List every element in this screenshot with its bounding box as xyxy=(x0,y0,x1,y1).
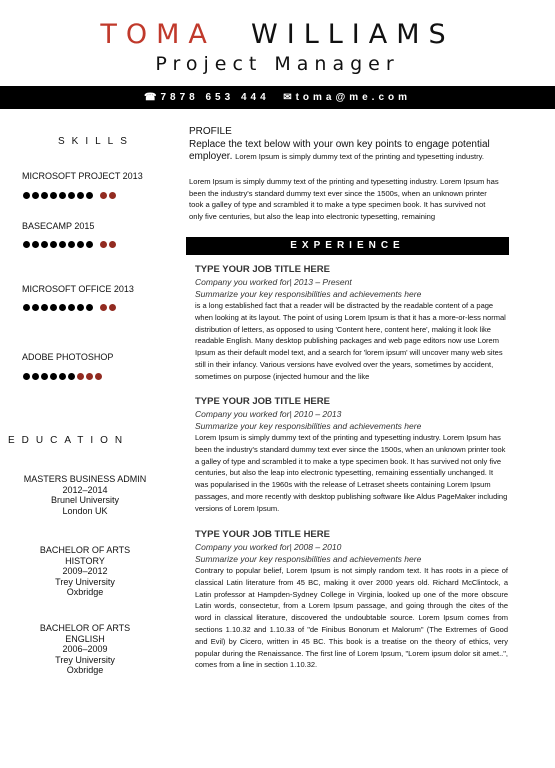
rating-dot xyxy=(68,373,75,380)
rating-dot xyxy=(23,373,30,380)
rating-dot-empty xyxy=(109,241,116,248)
rating-dot-empty xyxy=(86,373,93,380)
location: London UK xyxy=(62,505,108,516)
degree: BACHELOR OF ARTS xyxy=(39,623,131,633)
rating-dot xyxy=(23,241,30,248)
school: Trey University xyxy=(55,654,115,665)
rating-dot xyxy=(41,304,48,311)
rating-dot xyxy=(86,304,93,311)
job-entry xyxy=(195,396,508,516)
job-company: Company you worked for| 2010 – 2013 xyxy=(195,409,342,419)
rating-dot-empty xyxy=(109,304,116,311)
rating-dot xyxy=(68,304,75,311)
phone-icon: ☎ xyxy=(143,92,161,103)
rating-dot xyxy=(68,192,75,199)
profile-heading: PROFILE xyxy=(189,126,232,137)
skill-rating xyxy=(23,192,116,200)
school: Brunel University xyxy=(50,495,120,505)
rating-dot xyxy=(50,241,57,248)
rating-dot-empty xyxy=(109,192,116,199)
skill-rating xyxy=(23,373,102,381)
job-title: TYPE YOUR JOB TITLE HERE xyxy=(195,529,330,540)
rating-dot xyxy=(50,373,57,380)
rating-dot xyxy=(23,304,30,311)
job-description: Contrary to popular belief, Lorem Ipsum is not simply random text. It has roots in a piece of classical Latin literature from 45 BC, making it over 2000 years old. Richard McClintock, a Latin professor at Hampden-Sydney College in Virginia, looked up one of the more obscure Latin words, consectetur, from a Lorem Ipsum passage, and going through the cites of the word in classical literature, discovered the undoubtable source. Lorem Ipsum comes from sections 1.10.32 and 1.10.33 of "de Finibus Bonorum et Malorum" (The Extremes of Good and Evil) by Cicero, written in 45 BC. This book is a treatise on the theory of ethics, very popular during the Renaissance. The first line of Lorem Ipsum, "Lorem ipsum dolor sit amet..", comes from a line in section 1.10.32. xyxy=(195,566,508,670)
job-summary: Summarize your key responsibilities and achievements here xyxy=(195,554,422,564)
job-entry xyxy=(195,264,508,383)
location: Oxbridge xyxy=(66,665,104,675)
education-heading: EDUCATION xyxy=(8,435,130,446)
rating-dot xyxy=(68,241,75,248)
job-description: Lorem Ipsum is simply dummy text of the printing and typesetting industry. Lorem Ipsum has been the industry's standard dummy text ever since the 1500s, when an unknown printer took a galley of type and scrambled it to make a type specimen book. It has survived not only five centuries, but also the leap into electronic typesetting, remaining essentially unchanged. It was popularised in the 1960s with the release of Letraset sheets containing Lorem Ipsum passages, and more recently with desktop publishing software like Aldus PageMaker including versions of Lorem Ipsum. xyxy=(195,433,508,513)
experience-heading: EXPERIENCE xyxy=(186,237,509,255)
rating-dot-empty xyxy=(95,373,102,380)
rating-dot xyxy=(32,304,39,311)
job-summary: Summarize your key responsibilities and achievements here xyxy=(195,421,422,431)
rating-dot xyxy=(77,304,84,311)
rating-dot xyxy=(41,241,48,248)
job-company: Company you worked for| 2013 – Present xyxy=(195,277,352,287)
contact-bar xyxy=(0,86,555,109)
rating-dot xyxy=(77,192,84,199)
candidate-name xyxy=(0,20,555,50)
skill-name: MICROSOFT PROJECT 2013 xyxy=(22,171,143,181)
job-title: TYPE YOUR JOB TITLE HERE xyxy=(195,264,330,275)
rating-dot-empty xyxy=(77,373,84,380)
rating-dot xyxy=(41,192,48,199)
rating-dot xyxy=(32,241,39,248)
rating-dot xyxy=(59,373,66,380)
years: 2006–2009 xyxy=(62,644,108,654)
skill-name: BASECAMP 2015 xyxy=(22,221,95,231)
rating-dot-empty xyxy=(100,304,107,311)
location: Oxbridge xyxy=(66,587,104,597)
first-name: TOMA xyxy=(100,19,216,50)
education-entry xyxy=(20,474,150,516)
rating-dot xyxy=(41,373,48,380)
phone-number: 7878 653 444 xyxy=(160,92,270,103)
rating-dot xyxy=(86,192,93,199)
job-entry xyxy=(195,529,508,670)
degree: MASTERS BUSINESS ADMIN xyxy=(23,474,147,484)
email-address: toma@me.com xyxy=(295,92,412,103)
years: 2009–2012 xyxy=(62,566,108,576)
subject: HISTORY xyxy=(65,555,105,566)
profile-lead-text: Replace the text below with your own key points to engage potential employer. xyxy=(189,139,490,162)
skill-name: ADOBE PHOTOSHOP xyxy=(22,352,114,362)
rating-dot-empty xyxy=(100,241,107,248)
degree: BACHELOR OF ARTS xyxy=(39,545,131,555)
years: 2012–2014 xyxy=(62,484,108,495)
school: Trey University xyxy=(55,576,115,587)
rating-dot xyxy=(59,192,66,199)
rating-dot xyxy=(77,241,84,248)
rating-dot xyxy=(50,304,57,311)
job-role: Project Manager xyxy=(155,53,400,75)
subject: ENGLISH xyxy=(65,633,105,644)
profile-lead xyxy=(189,139,499,163)
skill-name: MICROSOFT OFFICE 2013 xyxy=(22,284,134,294)
profile-intro: Lorem Ipsum is simply dummy text of the printing and typesetting industry. xyxy=(235,152,485,161)
envelope-icon: ✉ xyxy=(283,92,296,103)
skill-rating xyxy=(23,304,116,312)
rating-dot xyxy=(32,192,39,199)
skills-heading: SKILLS xyxy=(58,136,134,147)
job-company: Company you worked for| 2008 – 2010 xyxy=(195,542,342,552)
education-entry xyxy=(20,623,150,676)
job-summary: Summarize your key responsibilities and achievements here xyxy=(195,289,422,299)
rating-dot xyxy=(86,241,93,248)
profile-body: Lorem Ipsum is simply dummy text of the printing and typesetting industry. Lorem Ipsum has been the industry's standard dummy text ever since the 1500s, when an unknown printer took a galley of type and scrambled it to make a type specimen book. It has survived not only five centuries, but also the leap into electronic typesetting, remaining xyxy=(189,177,499,221)
rating-dot xyxy=(50,192,57,199)
rating-dot xyxy=(23,192,30,199)
job-title: TYPE YOUR JOB TITLE HERE xyxy=(195,396,330,407)
rating-dot xyxy=(32,373,39,380)
skill-rating xyxy=(23,241,116,249)
rating-dot xyxy=(59,304,66,311)
last-name: WILLIAMS xyxy=(251,19,455,50)
job-description: is a long established fact that a reader will be distracted by the readable content of a page when looking at its layout. The point of using Lorem Ipsum is that it has a more-or-less normal distribution of letters, as opposed to using 'Content here, content here', making it look like readable English. Many desktop publishing packages and web page editors now use Lorem Ipsum as their default model text, and a search for 'lorem ipsum' will uncover many web sites still in their infancy. Various versions have evolved over the years, sometimes by accident, sometimes on purpose (injected humour and the like xyxy=(195,301,506,381)
education-entry xyxy=(20,545,150,598)
rating-dot xyxy=(59,241,66,248)
rating-dot-empty xyxy=(100,192,107,199)
